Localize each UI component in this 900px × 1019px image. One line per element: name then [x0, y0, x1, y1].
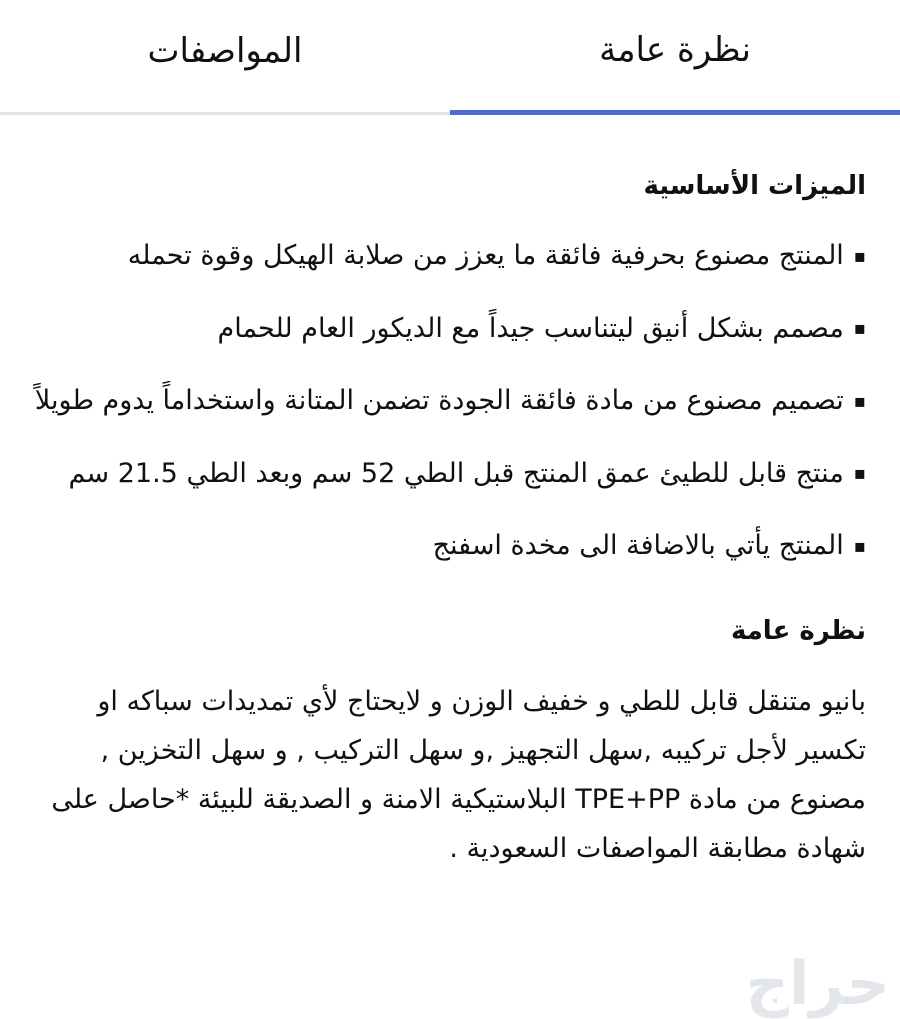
bullet-icon: ▪ [853, 535, 866, 557]
tab-content [34, 160, 866, 873]
bullet-icon: ▪ [853, 463, 866, 484]
list-item: ▪مصمم بشكل أنيق ليتناسب جيداً مع الديكور العام للحمام [217, 312, 866, 344]
overview-section [34, 605, 866, 873]
overview-text: بانيو متنقل قابل للطي و خفيف الوزن و لايحتاج لأي تمديدات سباكه او تكسير لأجل تركيبه ,سهل التجهيز ,و سهل التركيب , و سهل التخزين , مصنوع من مادة TPE+PP البلاستيكية الامنة و الصديقة للبيئة *حاصل على شهادة مطابقة المواصفات السعودية . [51, 685, 866, 864]
list-item: ▪منتج قابل للطيئ عمق المنتج قبل الطي 52 سم وبعد الطي 21.5 سم [68, 457, 866, 489]
list-item: ▪المنتج يأتي بالاضافة الى مخدة اسفنج [432, 530, 866, 561]
tab-specifications[interactable]: المواصفات [147, 31, 303, 71]
bullet-icon: ▪ [853, 318, 866, 339]
bullet-icon: ▪ [853, 245, 866, 267]
list-item: ▪المنتج مصنوع بحرفية فائقة ما يعزز من صلابة الهيكل وقوة تحمله [127, 240, 866, 271]
list-item: ▪تصميم مصنوع من مادة فائقة الجودة تضمن المتانة واستخداماً يدوم طويلاً [34, 385, 866, 416]
features-list [34, 232, 866, 571]
tab-bar [0, 0, 900, 115]
watermark-logo: حراج [745, 949, 890, 1019]
overview-heading: نظرة عامة [730, 615, 866, 646]
bullet-icon: ▪ [853, 390, 866, 412]
features-heading: الميزات الأساسية [643, 171, 866, 201]
tab-overview[interactable]: نظرة عامة [450, 0, 900, 115]
